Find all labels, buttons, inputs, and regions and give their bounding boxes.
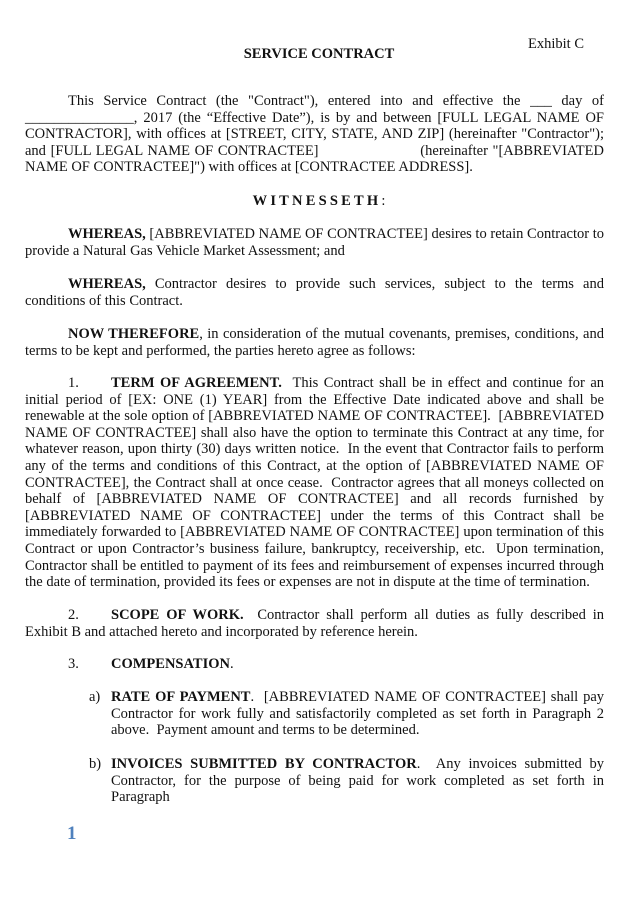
subsection-label: a)	[89, 689, 101, 705]
section-heading: TERM OF AGREEMENT.	[111, 375, 282, 391]
subsection-label: b)	[89, 756, 102, 772]
section-text: Contractor shall perform all duties as fully described in Exhibit B and attached hereto and incorporated by reference herein.	[25, 607, 604, 640]
recital-text: Contractor desires to provide such services, subject to the terms and conditions of this Contract.	[25, 276, 604, 309]
subsection-body	[111, 756, 604, 806]
section-number: 3.	[68, 656, 79, 672]
subsection-invoices	[89, 756, 604, 806]
witnesseth-word: WITNESSETH	[252, 193, 382, 209]
intro-paragraph: This Service Contract (the "Contract"), entered into and effective the ___ day of _______________, 2017 (the “Effective Date”), is by and between [FULL LEGAL NAME OF CONTRACTOR], with offices at [STREET, CITY, STATE, AND ZIP] (hereinafter "Contractor"); and [FULL LEGAL NAME OF CONTRACTEE] (hereinafter "[ABBREVIATED NAME OF CONTRACTEE]") with offices at [CONTRACTEE ADDRESS].	[25, 93, 604, 176]
section-term-of-agreement	[25, 375, 604, 591]
recital-text: [ABBREVIATED NAME OF CONTRACTEE] desires to retain Contractor to provide a Natural Gas Vehicle Market Assessment; and	[25, 226, 604, 259]
section-scope-of-work	[25, 607, 604, 640]
subsection-text: . [ABBREVIATED NAME OF CONTRACTEE] shall pay Contractor for work fully and satisfactorily completed as set forth in Paragraph 2 above. Payment amount and terms to be determined.	[111, 689, 605, 739]
document-title: SERVICE CONTRACT	[243, 46, 395, 62]
section-heading: COMPENSATION	[111, 656, 230, 672]
subsection-heading: INVOICES SUBMITTED BY CONTRACTOR	[111, 756, 417, 772]
witnesseth-heading	[0, 193, 638, 210]
subsection-heading: RATE OF PAYMENT	[111, 689, 251, 705]
witnesseth-colon: :	[381, 193, 386, 209]
section-text: This Contract shall be in effect and continue for an initial period of [EX: ONE (1) YEAR] from the Effective Date indicated above and shall be renewable at the sole option of [ABBREVIATED NAME OF CONTRACTEE]. [ABBREVIATED NAME OF CONTRACTEE] shall also have the option to terminate this Contract at any time, for whatever reason, upon thirty (30) days written notice. In the event that Contractor fails to perform any of the terms and conditions of this Contract, at the option of [ABBREVIATED NAME OF CONTRACTEE], the Contract shall at once cease. Contractor agrees that all moneys collected on behalf of [ABBREVIATED NAME OF CONTRACTEE] and all records furnished by [ABBREVIATED NAME OF CONTRACTEE] under the terms of this Contract shall be immediately forwarded to [ABBREVIATED NAME OF CONTRACTEE] upon termination of this Contract or upon Contractor’s business failure, bankruptcy, receivership, etc. Upon termination, Contractor shall be entitled to payment of its fees and reimbursement of expenses incurred through the date of termination, provided its fees or expenses are not in dispute at the time of termination.	[25, 375, 604, 591]
section-text: .	[229, 656, 234, 672]
section-compensation	[25, 656, 604, 673]
recital-lead: WHEREAS,	[68, 276, 146, 292]
recital-paragraph	[25, 276, 604, 309]
subsection-rate-of-payment	[89, 689, 604, 739]
section-number: 2.	[68, 607, 79, 623]
recital-lead: NOW THEREFORE	[68, 326, 200, 342]
page-number: 1	[67, 823, 77, 844]
exhibit-label: Exhibit C	[528, 36, 584, 52]
subsection-text: . Any invoices submitted by Contractor, for the purpose of being paid for work completed as set forth in Paragraph	[111, 756, 604, 806]
subsection-body	[111, 689, 604, 739]
recital-text: , in consideration of the mutual covenants, premises, conditions, and terms to be kept and performed, the parties hereto agree as follows:	[25, 326, 604, 359]
recital-lead: WHEREAS,	[68, 226, 146, 242]
recital-paragraph	[25, 326, 604, 359]
recital-paragraph	[25, 226, 604, 259]
section-number: 1.	[68, 375, 79, 391]
section-heading: SCOPE OF WORK.	[111, 607, 244, 623]
